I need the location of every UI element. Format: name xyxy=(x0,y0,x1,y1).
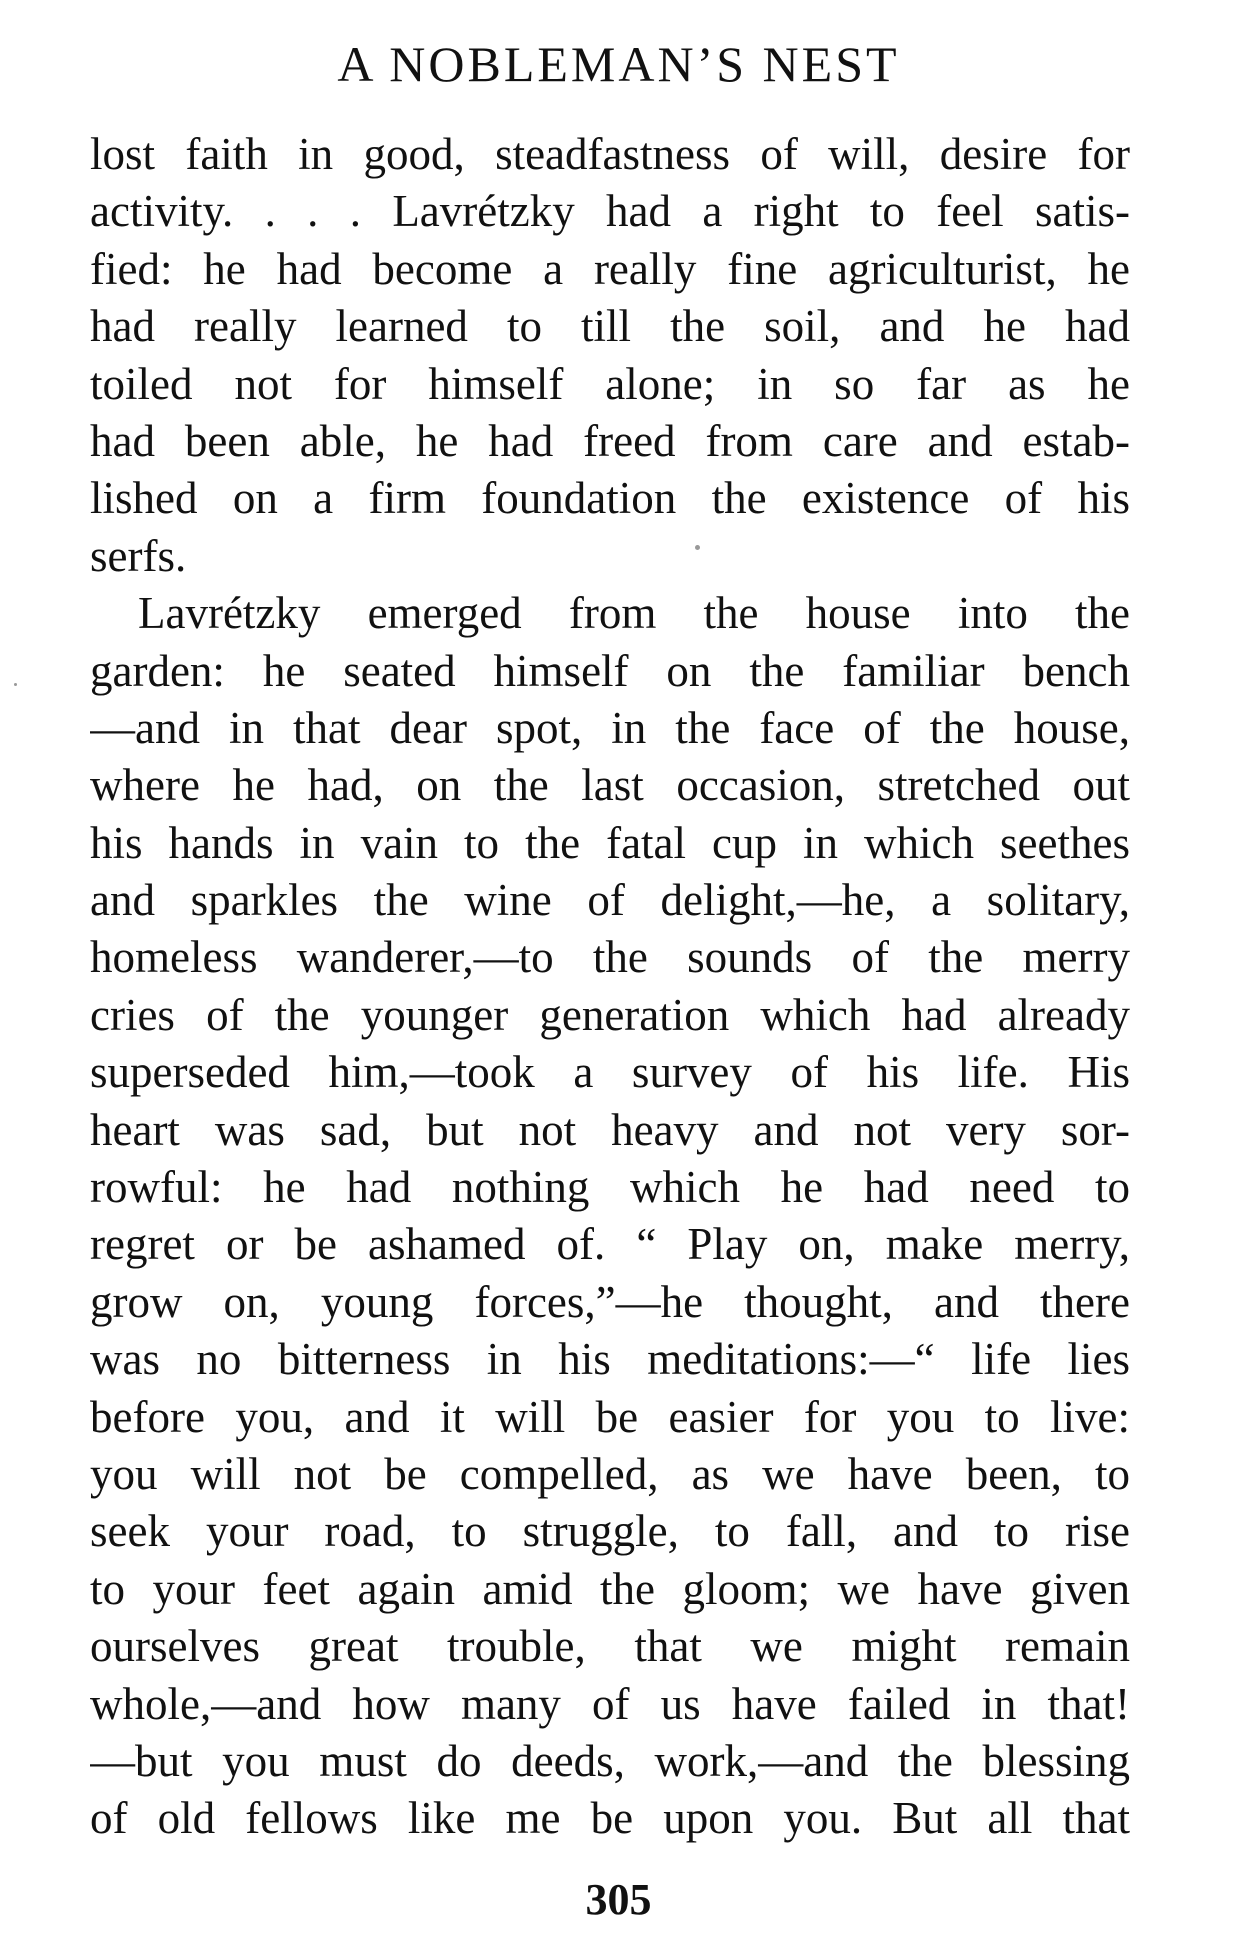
text-line: before you, and it will be easier for you to live: xyxy=(90,1391,1130,1442)
text-line: activity. . . . Lavrétzky had a right to feel satis- xyxy=(90,186,1130,237)
text-line: homeless wanderer,—to the sounds of the merry xyxy=(90,932,1130,983)
text-line: seek your road, to struggle, to fall, and to rise xyxy=(90,1506,1130,1557)
text-line: toiled not for himself alone; in so far as he xyxy=(90,358,1130,409)
text-line: grow on, young forces,”—he thought, and there xyxy=(90,1276,1130,1327)
running-head: A NOBLEMAN’S NEST xyxy=(337,36,900,92)
text-line: of old fellows like me be upon you. But all that xyxy=(90,1793,1130,1844)
text-line: lished on a firm foundation the existence of his xyxy=(90,473,1130,524)
text-line: ourselves great trouble, that we might remain xyxy=(90,1621,1130,1672)
text-line: —but you must do deeds, work,—and the blessing xyxy=(90,1735,1130,1786)
text-line: where he had, on the last occasion, stretched out xyxy=(90,760,1130,811)
text-line: had really learned to till the soil, and he had xyxy=(90,301,1130,352)
text-line: cries of the younger generation which had already xyxy=(90,989,1130,1040)
text-line: his hands in vain to the fatal cup in which seethes xyxy=(90,817,1130,868)
paragraph-start-line: Lavrétzky emerged from the house into the xyxy=(138,588,1130,639)
page-number: 305 xyxy=(585,1875,652,1924)
text-line: —and in that dear spot, in the face of the house, xyxy=(90,702,1130,753)
print-speck xyxy=(695,545,700,550)
print-speck xyxy=(14,683,17,686)
text-line: garden: he seated himself on the familiar bench xyxy=(90,645,1130,696)
text-line: had been able, he had freed from care and estab- xyxy=(90,415,1130,466)
text-line: whole,—and how many of us have failed in that! xyxy=(90,1678,1130,1729)
text-line: superseded him,—took a survey of his life. His xyxy=(90,1047,1130,1098)
text-line: you will not be compelled, as we have been, to xyxy=(90,1448,1130,1499)
text-line: fied: he had become a really fine agriculturist, he xyxy=(90,243,1130,294)
text-line: rowful: he had nothing which he had need to xyxy=(90,1162,1130,1213)
text-line: to your feet again amid the gloom; we have given xyxy=(90,1563,1130,1614)
body-text xyxy=(90,126,1130,1848)
text-line: was no bitterness in his meditations:—“ life lies xyxy=(90,1334,1130,1385)
text-line: and sparkles the wine of delight,—he, a solitary, xyxy=(90,875,1130,926)
text-line: regret or be ashamed of. “ Play on, make merry, xyxy=(90,1219,1130,1270)
text-line: lost faith in good, steadfastness of will, desire for xyxy=(90,129,1130,179)
paragraph-end-line: serfs. xyxy=(90,530,187,581)
text-line: heart was sad, but not heavy and not very sor- xyxy=(90,1104,1130,1155)
